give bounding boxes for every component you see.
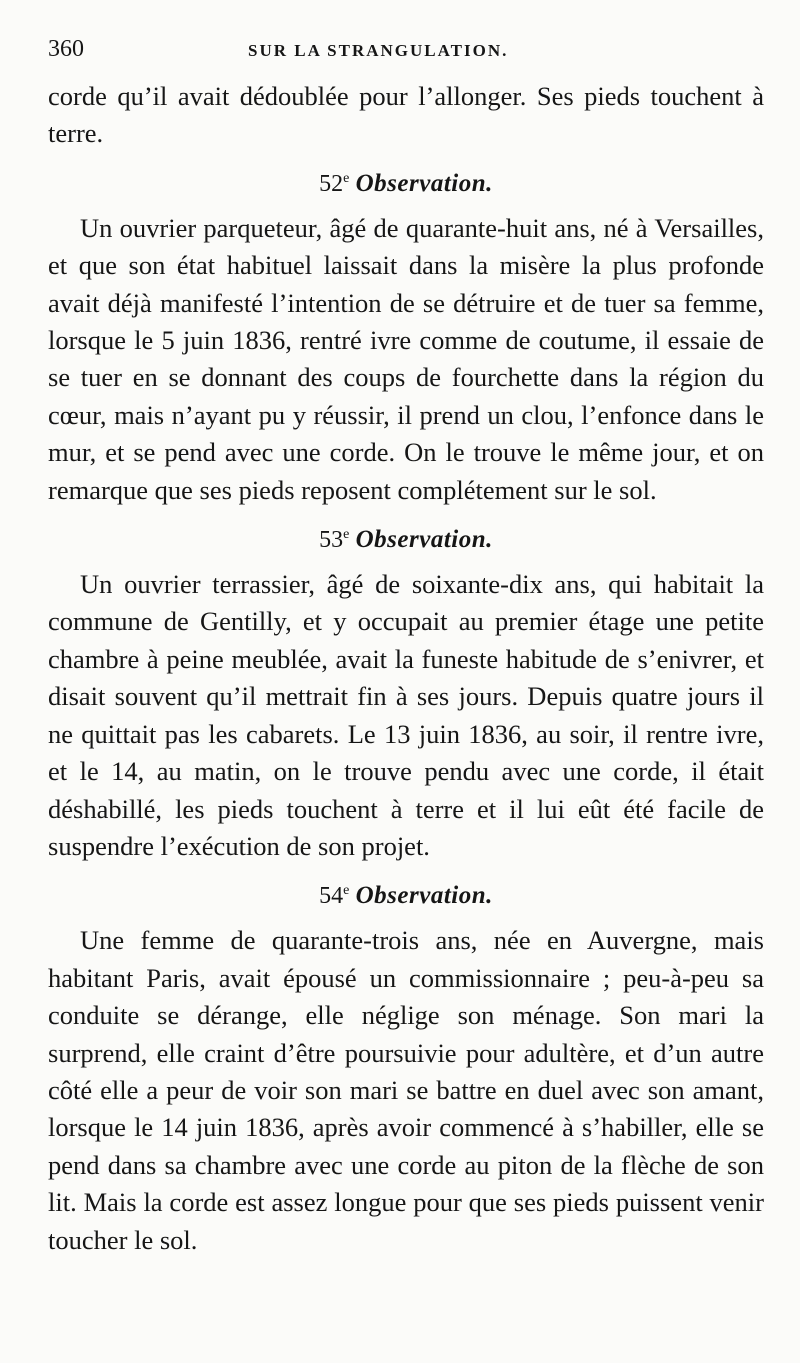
running-title: SUR LA STRANGULATION. xyxy=(248,41,509,60)
paragraph-observation-54: Une femme de quarante-trois ans, née en Auvergne, mais habitant Paris, avait épousé un commissionnaire ; peu-à-peu sa conduite se dérange, elle néglige son ménage. Son mari la surprend, elle craint d’être poursuivie pour adultère, et d’un autre côté elle a peur de voir son mari se battre en duel avec son amant, lorsque le 14 juin 1836, après avoir commencé à s’habiller, elle se pend dans sa chambre avec une corde au piton de la flèche de son lit. Mais la corde est assez longue pour que ses pieds puissent venir toucher le sol. xyxy=(48,925,764,1255)
observation-number: 52 xyxy=(319,170,344,197)
page-number: 360 xyxy=(48,36,84,62)
observation-number: 53 xyxy=(319,527,344,554)
observation-heading-53 xyxy=(48,515,764,560)
paragraph-observation-53: Un ouvrier terrassier, âgé de soixante-dix ans, qui habitait la commune de Gentilly, et y occupait au premier étage une petite chambre à peine meublée, avait la funeste habitude de s’enivrer, et disait souvent qu’il mettrait fin à ses jours. Depuis quatre jours il ne quittait pas les cabarets. Le 13 juin 1836, au soir, il rentre ivre, et le 14, au matin, on le trouve pendu avec une corde, il était déshabillé, les pieds touchent à terre et il lui eût été facile de suspendre l’exécution de son projet. xyxy=(48,569,764,861)
observation-number: 54 xyxy=(319,883,344,910)
book-page xyxy=(48,36,764,1259)
ordinal-suffix: e xyxy=(343,170,350,186)
observation-word: Observation. xyxy=(355,526,493,554)
paragraph-observation-52: Un ouvrier parqueteur, âgé de quarante-huit ans, né à Versailles, et que son état habituel laissait dans la misère la plus profonde avait déjà manifesté l’intention de se détruire et de tuer sa femme, lorsque le 5 juin 1836, rentré ivre comme de coutume, il essaie de se tuer en se donnant des coups de fourchette dans la région du cœur, mais n’ayant pu y réussir, il prend un clou, l’enfonce dans le mur, et se pend avec une corde. On le trouve le même jour, et on remarque que ses pieds reposent complétement sur le sol. xyxy=(48,212,764,505)
observation-heading-52 xyxy=(48,159,764,204)
ordinal-suffix: e xyxy=(343,883,350,899)
observation-heading-54 xyxy=(48,871,764,916)
ordinal-suffix: e xyxy=(343,527,350,543)
paragraph-continuation: corde qu’il avait dédoublée pour l’allonger. Ses pieds touchent à terre. xyxy=(48,81,764,149)
observation-word: Observation. xyxy=(355,882,493,910)
observation-word: Observation. xyxy=(355,169,493,197)
page-header xyxy=(48,36,764,78)
